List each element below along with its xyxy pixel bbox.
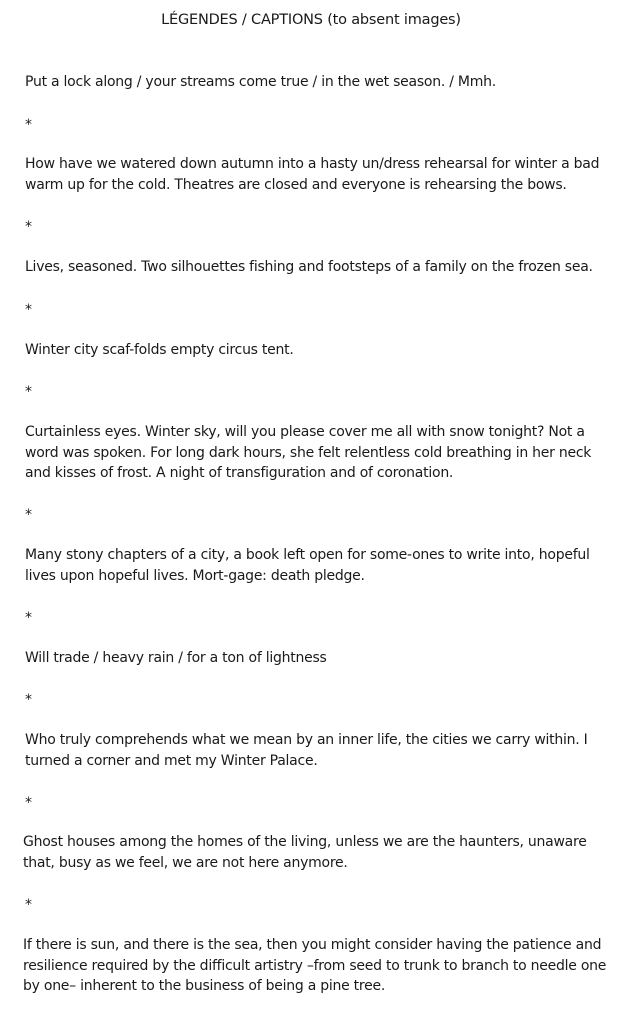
separator-9: * [25,897,32,913]
separator-5: * [25,507,32,523]
separator-6: * [25,610,32,626]
separator-2: * [25,219,32,235]
separator-7: * [25,692,32,708]
caption-9: Ghost houses among the homes of the living, unless we are the haunters, unaware that, busy as we feel, we are not here anymore. [23,834,587,871]
page-title: LÉGENDES / CAPTIONS (to absent images) [161,12,461,28]
caption-1: Put a lock along / your streams come true / in the wet season. / Mmh. [25,74,496,90]
separator-8: * [25,795,32,811]
caption-4: Winter city scaf-folds empty circus tent. [25,342,294,358]
caption-8: Who truly comprehends what we mean by an inner life, the cities we carry within. I turned a corner and met my Winter Palace. [25,732,588,769]
separator-3: * [25,302,32,318]
caption-2: How have we watered down autumn into a hasty un/dress rehearsal for winter a bad warm up for the cold. Theatres are closed and everyone is rehearsing the bows. [25,156,600,193]
caption-3: Lives, seasoned. Two silhouettes fishing and footsteps of a family on the frozen sea. [25,259,593,275]
caption-7: Will trade / heavy rain / for a ton of lightness [25,650,327,666]
separator-1: * [25,117,32,133]
caption-10: If there is sun, and there is the sea, then you might consider having the patience and resilience required by the difficult artistry –from seed to trunk to branch to needle one by one– inherent to the business of being a pine tree. [23,937,607,994]
caption-6: Many stony chapters of a city, a book left open for some-ones to write into, hopeful lives upon hopeful lives. Mort-gage: death pledge. [25,547,590,584]
separator-4: * [25,384,32,400]
caption-5: Curtainless eyes. Winter sky, will you please cover me all with snow tonight? Not a word was spoken. For long dark hours, she felt relentless cold breathing in her neck and kisses of frost. A night of transfiguration and of coronation. [25,424,592,481]
